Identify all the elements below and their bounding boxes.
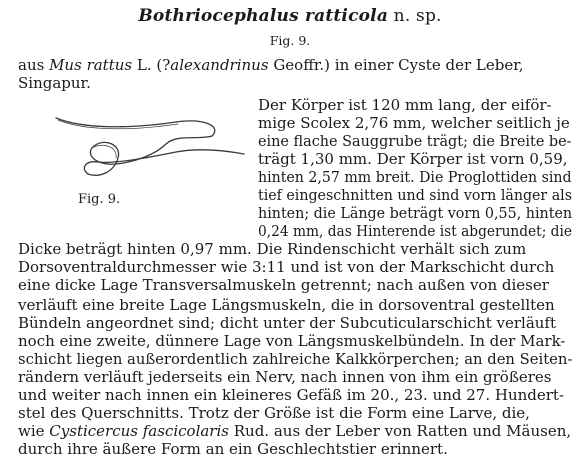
cysticercus-prefix: wie — [18, 422, 50, 440]
body-line: trägt 1,30 mm. Der Körper ist vorn 0,59, — [258, 150, 568, 168]
figure-caption: Fig. 9. — [78, 192, 121, 207]
species-title — [0, 6, 580, 26]
body-line: hinten 2,57 mm breit. Die Proglottiden sind — [258, 168, 572, 186]
body-line: Dorsoventraldurchmesser wie 3:11 und ist von der Markschicht durch — [18, 258, 555, 276]
locality-line: Singapur. — [18, 74, 91, 92]
body-line: rändern verläuft jederseits ein Nerv, nach innen von ihm ein größeres — [18, 368, 552, 386]
body-line: noch eine zweite, dünnere Lage von Längsmuskelbündeln. In der Mark- — [18, 332, 566, 350]
tapeworm-illustration — [26, 106, 246, 226]
host-rest: Geoffr.) in einer Cyste der Leber, — [268, 56, 524, 74]
body-line: Der Körper ist 120 mm lang, der eiför- — [258, 96, 552, 114]
body-line-final: durch ihre äußere Form an ein Geschlechtstier erinnert. — [18, 440, 448, 458]
body-line-cysticercus — [18, 422, 571, 440]
body-line: verläuft eine breite Lage Längsmuskeln, die in dorsoventral gestellten — [18, 296, 555, 314]
figure-reference: Fig. 9. — [269, 33, 311, 48]
body-line: mige Scolex 2,76 mm, welcher seitlich je — [258, 114, 570, 132]
species-name: Bothriocephalus ratticola — [138, 6, 389, 26]
body-line: tief eingeschnitten und sind vorn länger als — [258, 186, 573, 204]
host-subspecies: alexandrinus — [170, 56, 269, 74]
host-species: Mus rattus — [49, 56, 133, 74]
body-line: 0,24 mm, das Hinterende ist abgerundet; die — [258, 222, 573, 240]
body-line: Bündeln angeordnet sind; dicht unter der Subcuticularschicht verläuft — [18, 314, 557, 332]
body-line: schicht liegen außerordentlich zahlreiche Kalkkörperchen; an den Seiten- — [18, 350, 573, 368]
body-line: und weiter nach innen ein kleineres Gefäß im 20., 23. und 27. Hundert- — [18, 386, 565, 404]
host-prefix: aus — [18, 56, 50, 74]
body-line: eine flache Sauggrube trägt; die Breite be- — [258, 132, 572, 150]
new-species-marker: n. sp. — [388, 6, 442, 26]
body-line: stel des Querschnitts. Trotz der Größe ist die Form eine Larve, die, — [18, 404, 530, 422]
body-line: eine dicke Lage Transversalmuskeln getrennt; nach außen von dieser — [18, 276, 549, 294]
cysticercus-species: Cysticercus fascicolaris — [49, 422, 229, 440]
figure-9-drawing — [26, 106, 246, 226]
cysticercus-rest: Rud. aus der Leber von Ratten und Mäusen, — [228, 422, 572, 440]
body-line: Dicke beträgt hinten 0,97 mm. Die Rindenschicht verhält sich zum — [18, 240, 527, 258]
host-line — [18, 56, 524, 74]
host-mid: L. (? — [132, 56, 171, 74]
body-line: hinten; die Länge beträgt vorn 0,55, hinten — [258, 204, 573, 222]
